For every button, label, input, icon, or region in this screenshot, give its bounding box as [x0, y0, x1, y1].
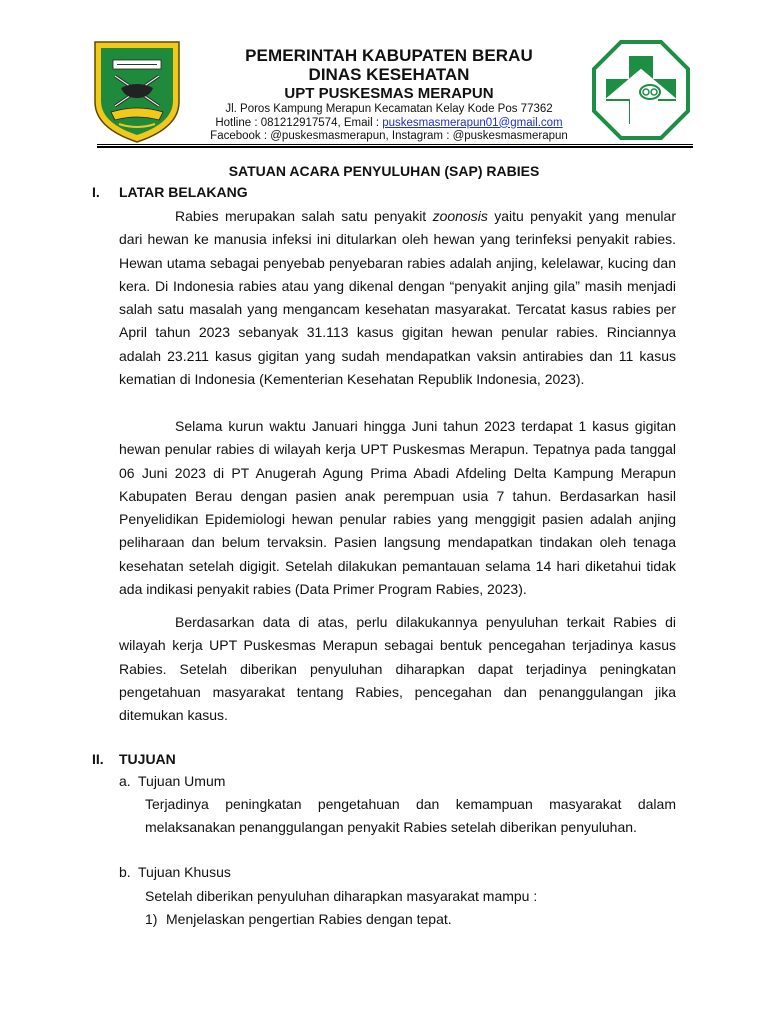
- section-1-title: LATAR BELAKANG: [119, 184, 248, 200]
- header-hotline: Hotline : 081212917574, Email :: [215, 116, 383, 129]
- letterhead: [180, 46, 598, 144]
- section-2-title: TUJUAN: [119, 751, 176, 767]
- section-1-paragraph-2: [119, 415, 676, 601]
- subsection-a-text: Terjadinya peningkatan pengetahuan dan kemampuan masyarakat dalam melaksanakan penanggulangan penyakit Rabies setelah diberikan penyuluhan.: [145, 796, 676, 836]
- paragraph-1-italic-term: zoonosis: [432, 208, 488, 224]
- subsection-a-title: Tujuan Umum: [138, 773, 226, 789]
- header-line-government: PEMERINTAH KABUPATEN BERAU: [245, 46, 533, 65]
- list-item-text: Menjelaskan pengertian Rabies dengan tepat.: [166, 911, 452, 927]
- puskesmas-logo-icon: [592, 40, 690, 140]
- subsection-a: [119, 773, 225, 789]
- section-2-number: II.: [92, 751, 104, 767]
- section-1-paragraph-1: [119, 205, 676, 391]
- subsection-b-intro: Setelah diberikan penyuluhan diharapkan masyarakat mampu :: [145, 888, 538, 904]
- subsection-a-label: a.: [119, 773, 131, 789]
- subsection-b: [119, 864, 231, 880]
- subsection-b-label: b.: [119, 864, 131, 880]
- section-1-paragraph-3: [119, 611, 676, 727]
- kabupaten-berau-emblem-icon: [91, 40, 183, 144]
- letterhead-divider: [97, 144, 693, 148]
- subsection-b-title: Tujuan Khusus: [138, 864, 231, 880]
- section-1-number: I.: [92, 184, 100, 200]
- list-item: [145, 911, 452, 927]
- email-link[interactable]: puskesmasmerapun01@gmail.com: [382, 116, 563, 129]
- list-item-number: 1): [145, 911, 158, 927]
- paragraph-1-rest: yaitu penyakit yang menular dari hewan ke manusia infeksi ini ditularkan oleh hewan yang terinfeksi penyakit rabies. Hewan utama sebagai penyebab penyebaran rabies adalah anjing, kelelawar, kucing dan kera. Di Indonesia rabies atau yang dikenal dengan “penyakit anjing gila” masih menjadi salah satu masalah yang mengancam kesehatan masyarakat. Tercatat kasus rabies per April tahun 2023 sebanyak 31.113 kasus gigitan hewan penular rabies. Rinciannya adalah 23.211 kasus gigitan yang sudah mendapatkan vaksin antirabies dan 11 kasus kematian di Indonesia (Kementerian Kesehatan Republik Indonesia, 2023).: [119, 208, 676, 388]
- header-line-agency: DINAS KESEHATAN: [308, 65, 470, 84]
- paragraph-1-start: Rabies merupakan salah satu penyakit: [175, 208, 433, 224]
- document-title: SATUAN ACARA PENYULUHAN (SAP) RABIES: [228, 163, 540, 179]
- header-address: Jl. Poros Kampung Merapun Kecamatan Kelay Kode Pos 77362: [225, 103, 553, 115]
- paragraph-2-text: Selama kurun waktu Januari hingga Juni tahun 2023 terdapat 1 kasus gigitan hewan penular rabies di wilayah kerja UPT Puskesmas Merapun. Tepatnya pada tanggal 06 Juni 2023 di PT Anugerah Agung Prima Abadi Afdeling Delta Kampung Merapun Kabupaten Berau dengan pasien anak perempuan usia 7 tahun. Berdasarkan hasil Penyelidikan Epidemiologi hewan penular rabies yang menggigit pasien adalah anjing peliharaan dan belum tervaksin. Pasien langsung mendapatkan tindakan oleh tenaga kesehatan setelah digigit. Setelah dilakukan pemantauan selama 14 hari diketahui tidak ada indikasi penyakit rabies (Data Primer Program Rabies, 2023).: [119, 418, 676, 598]
- header-social: Facebook : @puskesmasmerapun, Instagram : @puskesmasmerapun: [210, 130, 568, 142]
- header-contact: [180, 117, 598, 131]
- paragraph-3-text: Berdasarkan data di atas, perlu dilakukannya penyuluhan terkait Rabies di wilayah kerja UPT Puskesmas Merapun sebagai bentuk pencegahan terjadinya kasus Rabies. Setelah diberikan penyuluhan diharapkan dapat terjadinya peningkatan pengetahuan masyarakat tentang Rabies, pencegahan dan penanggulangan jika ditemukan kasus.: [119, 614, 676, 724]
- header-line-unit: UPT PUSKESMAS MERAPUN: [284, 85, 494, 102]
